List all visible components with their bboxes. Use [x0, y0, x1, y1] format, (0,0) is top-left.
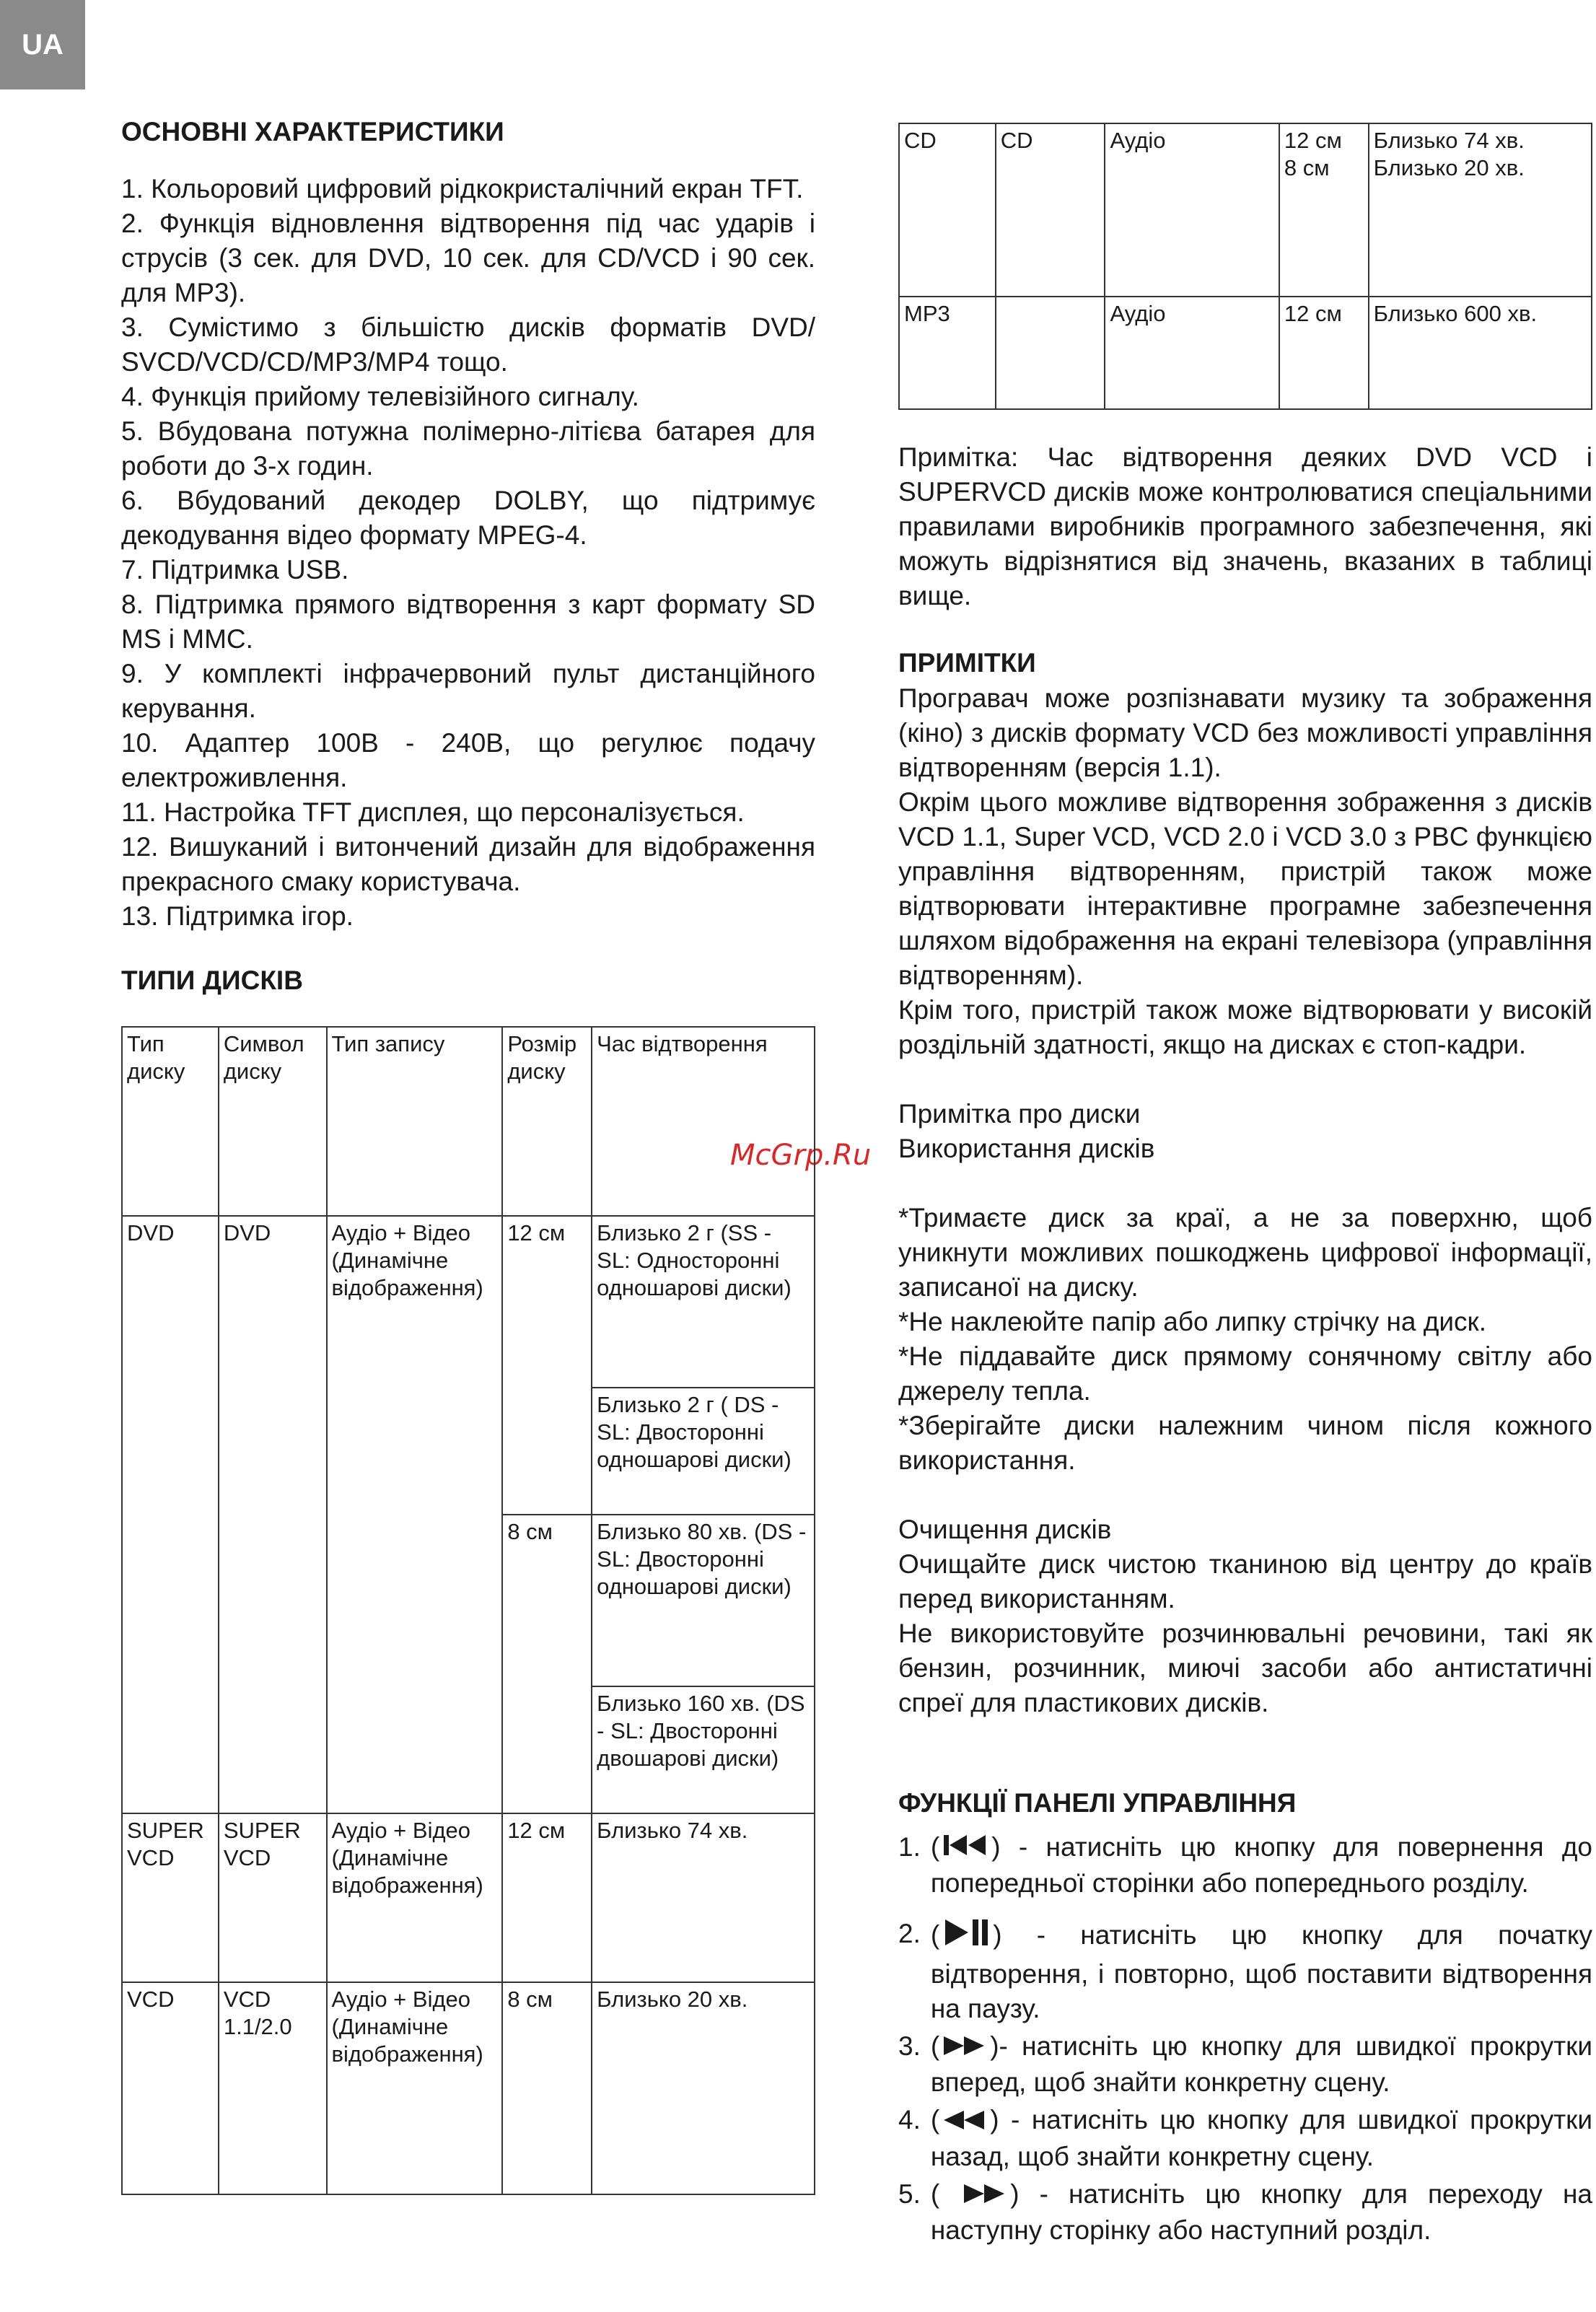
- control-description: ( ) - натисніть цю кнопку для повернення до попередньої сторінки або попереднього розділу.: [930, 1832, 1592, 1899]
- right-column: [898, 123, 1592, 2248]
- control-description: ( ) - натисніть цю кнопку для початку відтворення, і повторно, щоб поставити відтворення на паузу.: [921, 1917, 1592, 2026]
- table-row: [899, 123, 1592, 297]
- disc-note-title: Примітка про диски: [898, 1099, 1141, 1129]
- table-cell: [1279, 123, 1369, 297]
- table-cell: DVD: [219, 1216, 327, 1813]
- list-item: 3. Сумістимо з більшістю дисків форматів DVD/ SVCD/VCD/CD/MP3/MP4 тощо.: [121, 312, 815, 377]
- watermark-text: McGrp.Ru: [730, 1139, 872, 1172]
- table-cell: MP3: [899, 297, 996, 409]
- previous-icon: [942, 1831, 988, 1866]
- controls-heading: ФУНКЦІЇ ПАНЕЛІ УПРАВЛІННЯ: [898, 1788, 1297, 1818]
- list-item: 12. Вишуканий і витончений дизайн для відображення прекрасного смаку користувача.: [121, 832, 815, 896]
- notes-paragraph: Окрім цього можливе відтворення зображення з дисків VCD 1.1, Super VCD, VCD 2.0 і VCD 3.0 з PBC функцією управління відтворенням, пристрій також може відтворювати інтерактивне програмне забезпечення шляхом відображення на екрані телевізора (управління відтворенням).: [898, 787, 1592, 990]
- table-cell: Близько 2 г ( DS - SL: Двосторонні одношарові диски): [592, 1388, 815, 1515]
- table-cell: VCD 1.1/2.0: [219, 1982, 327, 2194]
- table-cell: 12 см: [502, 1216, 592, 1515]
- rewind-icon: [942, 2105, 987, 2140]
- features-heading: ОСНОВНІ ХАРАКТЕРИСТИКИ: [121, 117, 504, 146]
- notes-paragraph: Крім того, пристрій також може відтворювати у високій роздільній здатності, якщо на дисках є стоп-кадри.: [898, 995, 1592, 1059]
- disc-clean-tip: Очищайте диск чистою тканиною від центру до країв перед використанням.: [898, 1549, 1592, 1613]
- table-cell: Аудіо + Відео (Динамічне відображення): [327, 1982, 503, 2194]
- disc-types-table-continued: [898, 123, 1592, 410]
- notes-paragraph: Програвач може розпізнавати музику та зображення (кіно) з дисків формату VCD без можливості управління відтворенням (версія 1.1).: [898, 683, 1592, 782]
- fast-forward-icon: [942, 2031, 987, 2065]
- table-cell: CD: [996, 123, 1105, 297]
- control-number: 5.: [898, 2179, 921, 2209]
- table-cell: Близько 80 хв. (DS - SL: Двосторонні одношарові диски): [592, 1515, 815, 1686]
- table-cell: Близько 160 хв. (DS - SL: Двосторонні двошарові диски): [592, 1686, 815, 1813]
- table-row: [122, 1216, 815, 1388]
- list-item: 13. Підтримка ігор.: [121, 901, 354, 931]
- play-pause-icon: [942, 1917, 990, 1957]
- next-icon: [963, 2179, 1007, 2213]
- table-row: [122, 1982, 815, 2194]
- cd-time-74: Близько 74 хв.: [1373, 128, 1525, 153]
- control-description: ( ) - натисніть цю кнопку для швидкої прокрутки назад, щоб знайти конкретну сцену.: [930, 2105, 1592, 2171]
- table-header-cell: Розмір диску: [502, 1027, 592, 1216]
- disc-clean-title: Очищення дисків: [898, 1515, 1112, 1544]
- control-text: )- натисніть цю кнопку для швидкої прокрутки вперед, щоб знайти конкретну сцену.: [930, 2031, 1592, 2098]
- table-cell: Аудіо + Відео (Динамічне відображення): [327, 1813, 503, 1982]
- control-text: ) - натисніть цю кнопку для повернення до попередньої сторінки або попереднього розділу.: [930, 1832, 1592, 1899]
- table-cell: Близько 20 хв.: [592, 1982, 815, 2194]
- list-item: 4. Функція прийому телевізійного сигналу.: [121, 382, 639, 411]
- table-cell: CD: [899, 123, 996, 297]
- notes-heading: ПРИМІТКИ: [898, 648, 1036, 678]
- table-header-cell: Символ диску: [219, 1027, 327, 1216]
- table-cell: [996, 297, 1105, 409]
- table-header-cell: Тип запису: [327, 1027, 503, 1216]
- table-note: Примітка: Час відтворення деяких DVD VCD і SUPERVCD дисків може контролюватися спеціальними правилами виробників програмного забезпечення, які можуть відрізнятися від значень, вказаних в таблиці вище.: [898, 442, 1592, 610]
- table-cell: 12 см: [1279, 297, 1369, 409]
- control-item: [898, 2029, 1592, 2100]
- control-item: [898, 1917, 1592, 2026]
- table-cell: 8 см: [502, 1515, 592, 1813]
- cd-size-12: 12 см: [1284, 128, 1342, 153]
- table-header-cell: Тип диску: [122, 1027, 219, 1216]
- table-cell: SUPER VCD: [122, 1813, 219, 1982]
- table-cell: SUPER VCD: [219, 1813, 327, 1982]
- control-number: 4.: [898, 2105, 921, 2135]
- control-text: ) - натисніть цю кнопку для переходу на наступну сторінку або наступний розділ.: [930, 2179, 1593, 2245]
- table-cell: Близько 600 хв.: [1369, 297, 1592, 409]
- disc-use-title: Використання дисків: [898, 1134, 1155, 1163]
- table-cell: Аудіо: [1105, 297, 1279, 409]
- list-item: 6. Вбудований декодер DOLBY, що підтримує декодування відео формату MPEG-4.: [121, 486, 815, 550]
- table-cell: Аудіо + Відео (Динамічне відображення): [327, 1216, 503, 1813]
- features-list: [121, 172, 815, 934]
- table-row: [122, 1813, 815, 1982]
- control-number: 2.: [898, 1919, 921, 1949]
- control-item: [898, 1830, 1592, 1901]
- list-item: 11. Настройка TFT дисплея, що персоналізується.: [121, 797, 745, 827]
- left-column: [121, 114, 815, 2195]
- table-cell: VCD: [122, 1982, 219, 2194]
- disc-types-heading: ТИПИ ДИСКІВ: [121, 965, 303, 995]
- control-item: [898, 2177, 1592, 2248]
- table-header-row: [122, 1027, 815, 1216]
- list-item: 2. Функція відновлення відтворення під час ударів і струсів (3 сек. для DVD, 10 сек. для CD/VCD і 90 сек. для MP3).: [121, 209, 815, 307]
- disc-types-table: [121, 1026, 815, 2195]
- control-description: ( )- натисніть цю кнопку для швидкої прокрутки вперед, щоб знайти конкретну сцену.: [930, 2031, 1592, 2098]
- table-cell: [1369, 123, 1592, 297]
- list-item: 8. Підтримка прямого відтворення з карт формату SD MS і MMC.: [121, 590, 815, 654]
- control-number: 1.: [898, 1832, 921, 1862]
- control-item: [898, 2103, 1592, 2173]
- control-description: ( ) - натисніть цю кнопку для переходу на наступну сторінку або наступний розділ.: [930, 2179, 1593, 2245]
- disc-use-tip: *Не наклеюйте папір або липку стрічку на диск.: [898, 1307, 1487, 1336]
- disc-use-tip: *Не піддавайте диск прямому сонячному світлу або джерелу тепла.: [898, 1341, 1592, 1406]
- table-row: [899, 297, 1592, 409]
- disc-clean-tip: Не використовуйте розчинювальні речовини, такі як бензин, розчинник, миючі засоби або антистатичні спреї для пластикових дисків.: [898, 1619, 1592, 1717]
- table-header-cell: Час відтворення: [592, 1027, 815, 1216]
- control-text: ) - натисніть цю кнопку для початку відтворення, і повторно, щоб поставити відтворення на паузу.: [930, 1920, 1592, 2024]
- table-cell: DVD: [122, 1216, 219, 1813]
- cd-size-8: 8 см: [1284, 155, 1330, 180]
- table-cell: 8 см: [502, 1982, 592, 2194]
- cd-time-20: Близько 20 хв.: [1373, 155, 1525, 180]
- list-item: 1. Кольоровий цифровий рідкокристалічний екран TFT.: [121, 174, 804, 203]
- list-item: 5. Вбудована потужна полімерно-літієва батарея для роботи до 3-х годин.: [121, 416, 815, 481]
- list-item: 9. У комплекті інфрачервоний пульт дистанційного керування.: [121, 659, 815, 723]
- disc-use-tip: *Тримаєте диск за краї, а не за поверхню, щоб уникнути можливих пошкоджень цифрової інформації, записаної на диску.: [898, 1203, 1592, 1302]
- table-cell: Аудіо: [1105, 123, 1279, 297]
- list-item: 10. Адаптер 100В - 240В, що регулює подачу електроживлення.: [121, 728, 815, 792]
- list-item: 7. Підтримка USB.: [121, 555, 349, 584]
- control-text: ) - натисніть цю кнопку для швидкої прокрутки назад, щоб знайти конкретну сцену.: [930, 2105, 1592, 2171]
- control-number: 3.: [898, 2031, 921, 2062]
- table-cell: Близько 2 г (SS - SL: Односторонні одношарові диски): [592, 1216, 815, 1388]
- disc-use-tip: *Зберігайте диски належним чином після кожного використання.: [898, 1411, 1592, 1475]
- language-tab: UA: [0, 0, 85, 89]
- table-cell: Близько 74 хв.: [592, 1813, 815, 1982]
- table-cell: 12 см: [502, 1813, 592, 1982]
